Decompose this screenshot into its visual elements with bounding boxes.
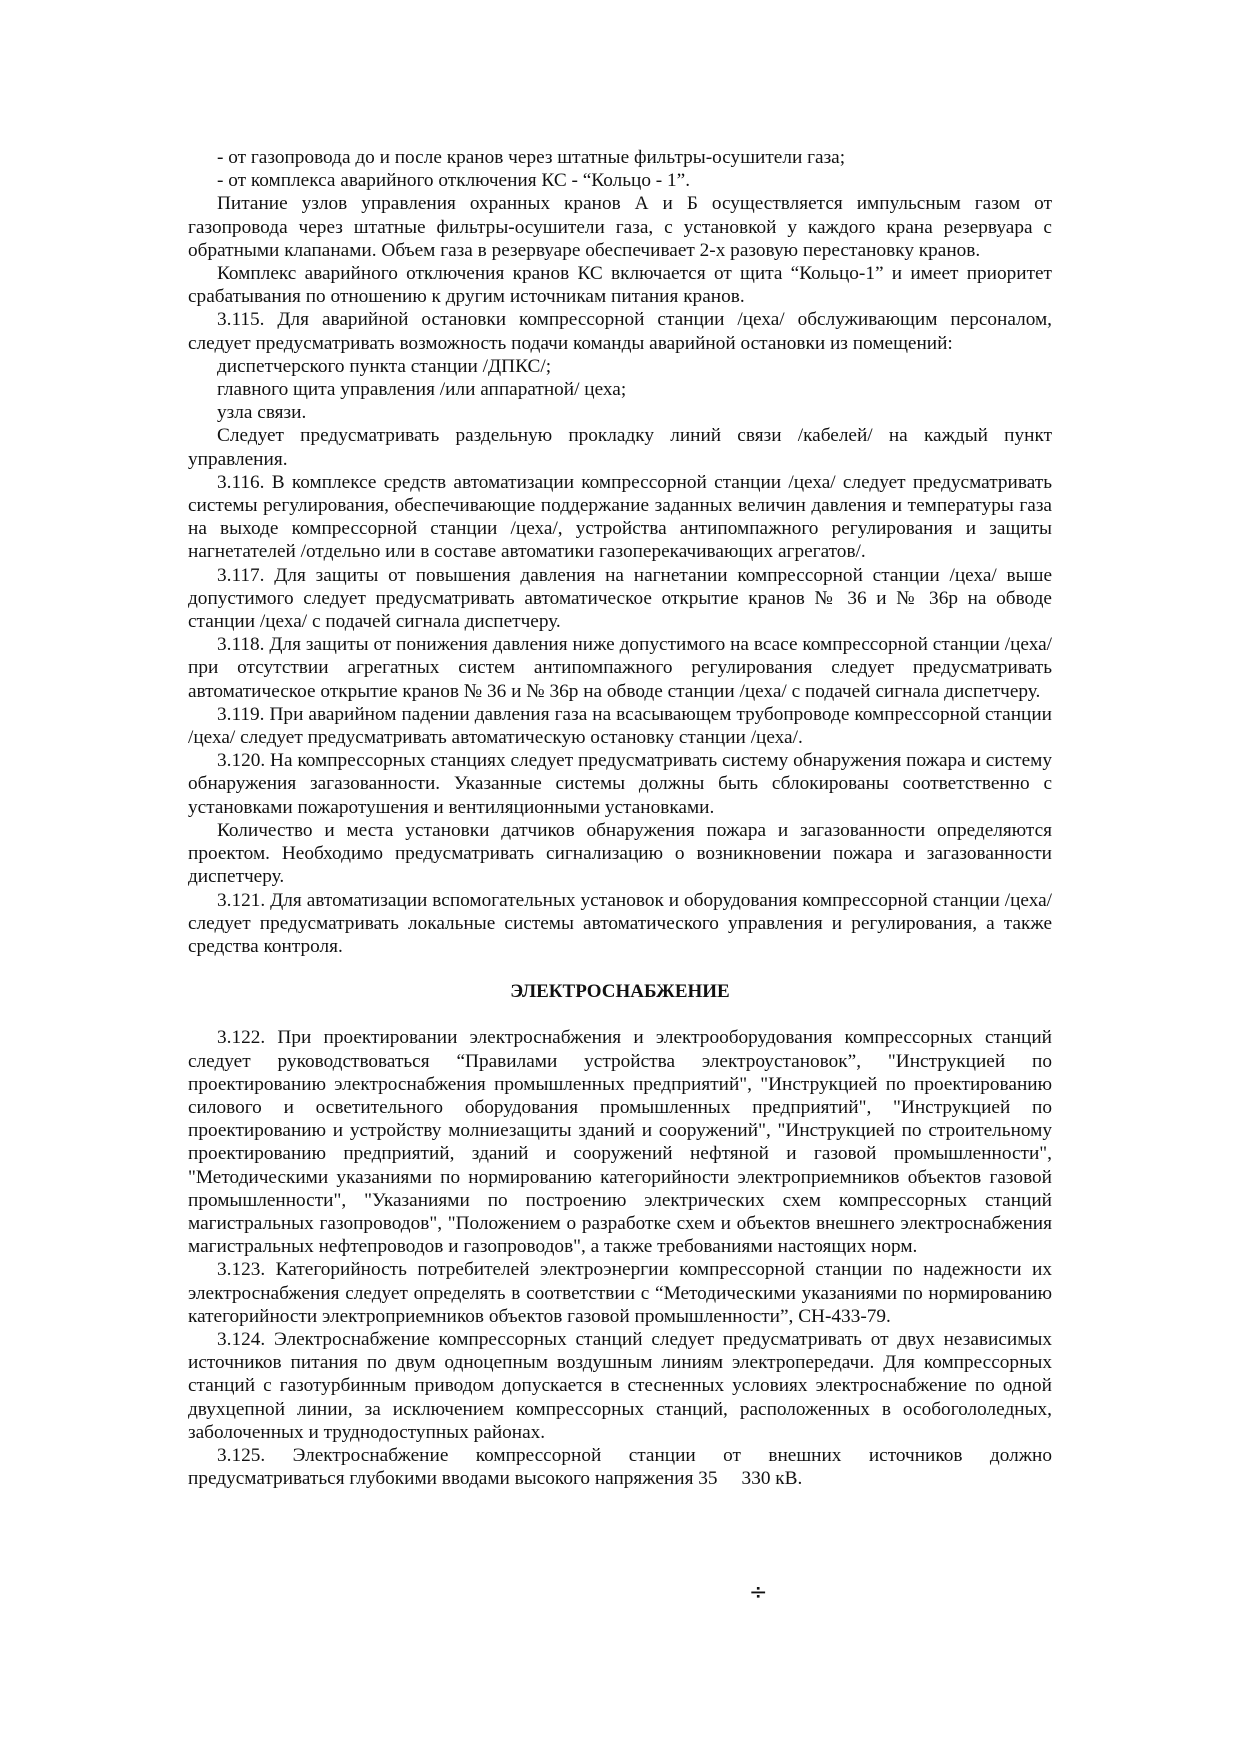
paragraph-3-121: 3.121. Для автоматизации вспомогательных установок и оборудования компрессорной станции /цеха/ следует предусматривать локальные системы автоматического управления и регулирования, а также средства контроля. (188, 889, 1052, 957)
paragraph-sensors: Количество и места установки датчиков обнаружения пожара и загазованности определяются проектом. Необходимо предусматривать сигнализацию о возникновении пожара и загазованности диспетчеру. (188, 819, 1052, 888)
list-item-comms-node: узла связи. (217, 402, 307, 424)
paragraph-3-117: 3.117. Для защиты от повышения давления на нагнетании компрессорной станции /цеха/ выше допустимого следует предусматривать автоматическое открытие кранов № 36 и № 36р на обводе станции /цеха/ с подачей сигнала диспетчеру. (188, 564, 1052, 633)
paragraph-3-125-end: 330 кВ. (741, 1468, 803, 1490)
paragraph-3-118: 3.118. Для защиты от понижения давления ниже допустимого на всасе компрессорной станции /цеха/ при отсутствии агрегатных систем антипомпажного регулирования следует предусматривать автоматическое открытие кранов № 36 и № 36р на обводе станции /цеха/ с подачей сигнала диспетчеру. (188, 634, 1052, 702)
paragraph-separate-lines: Следует предусматривать раздельную прокладку линий связи /кабелей/ на каждый пункт управления. (188, 425, 1052, 470)
paragraph-3-116: 3.116. В комплексе средств автоматизации компрессорной станции /цеха/ следует предусматривать системы регулирования, обеспечивающие поддержание заданных величин давления и температуры газа на выходе компрессорной станции /цеха/, устройства антипомпажного регулирования и защиты нагнетателей /отдельно или в составе автоматики газоперекачивающих агрегатов/. (188, 471, 1052, 563)
paragraph-3-120: 3.120. На компрессорных станциях следует предусматривать систему обнаружения пожара и систему обнаружения загазованности. Указанные системы должны быть сблокированы соответственно с установками пожаротушения и вентиляционными установками. (188, 750, 1052, 818)
paragraph-3-125 (188, 1444, 1052, 1490)
paragraph-guard-valves: Питание узлов управления охранных кранов А и Б осуществляется импульсным газом от газопровода через штатные фильтры-осушители газа, с установкой у каждого крана резервуара с обратными клапанами. Объем газа в резервуаре обеспечивает 2-х разовую перестановку кранов. (188, 193, 1052, 261)
list-item-gas-pipeline: - от газопровода до и после кранов через штатные фильтры-осушители газа; (217, 147, 846, 168)
paragraph-3-115: 3.115. Для аварийной остановки компрессорной станции /цеха/ обслуживающим персоналом, следует предусматривать возможность подачи команды аварийной остановки из помещений: (188, 309, 1052, 354)
list-item-ring-complex: - от комплекса аварийного отключения КС - “Кольцо - 1”. (217, 170, 691, 192)
document-page (188, 146, 1052, 1490)
paragraph-3-124: 3.124. Электроснабжение компрессорных станций следует предусматривать от двух независимых источников питания по двум одноцепным воздушным линиям электропередачи. Для компрессорных станций с газотурбинным приводом допускается в стесненных условиях электроснабжение по одной двухцепной линии, за исключением компрессорных станций, расположенных в особогололедных, заболоченных и труднодоступных районах. (188, 1328, 1052, 1443)
range-sign-glyph: ÷ (749, 1580, 768, 1605)
section-heading-power: ЭЛЕКТРОСНАБЖЕНИЕ (510, 981, 730, 1003)
paragraph-emergency-complex: Комплекс аварийного отключения кранов КС включается от щита “Кольцо-1” и имеет приоритет срабатывания по отношению к другим источникам питания кранов. (188, 263, 1052, 308)
paragraph-3-122: 3.122. При проектировании электроснабжения и электрооборудования компрессорных станций следует руководствоваться “Правилами устройства электроустановок”, "Инструкцией по проектированию электроснабжения промышленных предприятий", "Инструкцией по проектированию силового и осветительного оборудования промышленных предприятий", "Инструкцией по проектированию и устройству молниезащиты зданий и сооружений", "Инструкцией по строительному проектированию предприятий, зданий и сооружений нефтяной и газовой промышленности", "Методическими указаниями по нормированию категорийности электроприемников объектов газовой промышленности", "Указаниями по построению электрических схем компрессорных станций магистральных газопроводов", "Положением о разработке схем и объектов внешнего электроснабжения магистральных нефтепроводов и газопроводов", а также требованиями настоящих норм. (188, 1027, 1052, 1258)
paragraph-3-119: 3.119. При аварийном падении давления газа на всасывающем трубопроводе компрессорной станции /цеха/ следует предусматривать автоматическую остановку станции /цеха/. (188, 703, 1052, 749)
list-item-main-panel: главного щита управления /или аппаратной/ цеха; (217, 379, 627, 401)
paragraph-3-123: 3.123. Категорийность потребителей электроэнергии компрессорной станции по надежности их электроснабжения следует определять в соответствии с “Методическими указаниями по нормированию категорийности электроприемников объектов газовой промышленности”, СН-433-79. (188, 1259, 1052, 1327)
list-item-dispatch-room: диспетчерского пункта станции /ДПКС/; (217, 355, 552, 377)
paragraph-3-125-start: 3.125. Электроснабжение компрессорной станции от внешних источников должно предусматриваться глубокими вводами высокого напряжения 35 (188, 1444, 1052, 1490)
